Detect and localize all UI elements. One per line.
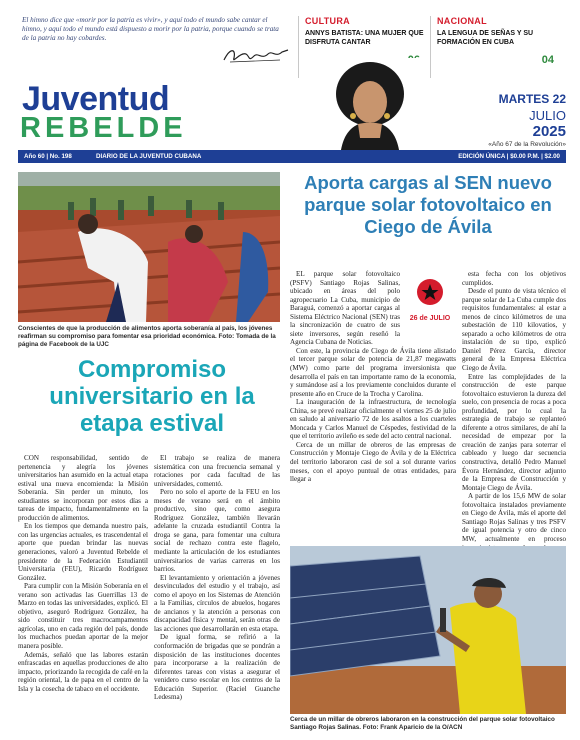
date-weekday: MARTES 22 bbox=[498, 92, 566, 106]
singer-portrait bbox=[318, 58, 420, 158]
farm-photo-caption: Conscientes de que la producción de alimentos aporta soberanía al país, los jóvenes reafirman su compromiso para fomentar esa prioridad económica. Foto: Tomada de la página de Facebook de la UJC bbox=[18, 325, 276, 348]
solar-park-photo[interactable] bbox=[290, 546, 566, 714]
paragraph: Para cumplir con la Misión Soberanía en el verano son activadas las Guerrillas 13 de Marzo en todas las universidades, explicó. El objetivo, aseguró Rodríguez González, ha sido constituir tres macrocampamentos agrícolas, uno en cada región del país, donde los muchachos puedan aportar de la mejor manera posible. bbox=[18, 582, 148, 651]
teaser-section: CULTURA bbox=[305, 16, 350, 26]
issue-number: Año 60 | No. 198 bbox=[24, 153, 72, 160]
paragraph: El levantamiento y orientación a jóvenes desvinculados del estudio y el trabajo, así como el apoyo en los Sistemas de Atención a la Familias, círculos de abuelos, hogares de ancianos y la atención a personas con discapacidad física y mental, serán otras de las acciones que desarrollarán en esta etapa. bbox=[154, 573, 280, 633]
paragraph: Pero no solo el aporte de la FEU en los meses de verano será en el ámbito productivo, sino que, como asegura Rodríguez González, también llevarán adelante la cruzada estudiantil Contra la droga se gana, para fomentar una cultura social de rechazo contra este flagelo, mediante la articulación de los estudiantes universitarios de varias carreras en los barrios. bbox=[154, 488, 280, 574]
paragraph: Desde el punto de vista técnico el parque solar de La Cuba cumple dos requisitos fundamentales: al estar a menos de cinco kilómetros de una subestación de 110 kilovatios, y separado a ocho kilómetros de otra instalación de su tipo, explicó Daniel Pérez García, director general de la Empresa Eléctrica Ciego de Ávila. bbox=[462, 287, 566, 373]
farm-photo[interactable] bbox=[18, 172, 280, 322]
article1-column-1 bbox=[18, 454, 148, 693]
tagline: DIARIO DE LA JUVENTUD CUBANA bbox=[96, 153, 202, 160]
date-box bbox=[474, 92, 566, 148]
teaser-nacional[interactable] bbox=[430, 16, 558, 78]
teaser-title: LA LENGUA DE SEÑAS Y SU FORMACIÓN EN CUBA bbox=[437, 30, 534, 46]
edition-info: EDICIÓN ÚNICA | $0.00 P.M. | $2.00 bbox=[458, 153, 560, 160]
revolution-year: «Año 67 de la Revolución» bbox=[488, 141, 566, 148]
date-year: 2025 bbox=[532, 123, 566, 140]
teaser-page: 04 bbox=[541, 54, 554, 66]
paragraph: A partir de los 15,6 MW de solar fotovoltaica instalados previamente en Ciego de Ávila, más el aporte del Santiago Rojas Salinas y tres PSFV de igual potencia y otro de cinco MW, actualmente en proceso bbox=[462, 492, 566, 543]
paragraph: Con este, la provincia de Ciego de Ávila tiene alistado el tercer parque solar de potencia de 21,87 megawatts (MW) como parte del programa inversionista que desarrolla el país en tan importante ramo de la economía, y sumándose así a los previamente concluidos durante el presente año en Cruce de la Trocha y Carolina. bbox=[290, 346, 456, 398]
paragraph: CON responsabilidad, sentido de pertenencia y alegría los jóvenes universitarios han asumido en la actual etapa estival una nueva encomienda: la Misión Soberanía. Sin perder un minuto, los estudiantes se incorporan por estos días a tareas de impacto, fundamentalmente en la producción de alimentos. bbox=[18, 454, 148, 522]
paragraph: El trabajo se realiza de manera sistemática con una frecuencia semanal y rotaciones por cada facultad de las universidades, comentó. bbox=[154, 454, 280, 488]
leader-quote: El himno dice que «morir por la patria es vivir», y aquí todo el mundo sabe cantar el himno, y aquí todo el mundo está dispuesto a morir por la patria, porque cuando se trata de la patria no hay cobardes. bbox=[22, 16, 279, 42]
info-bar bbox=[18, 150, 566, 163]
paragraph: EL parque solar fotovoltaico (PSFV) Santiago Rojas Salinas, ubicado en áreas del polo agropecuario La Cuba, municipio de Baraguá, comenzó a aportar cargas al Sistema Eléctrico Nacional (SEN) tras la sincronización de cuatro de sus siete inversores, según reseñó la Agencia Cubana de Noticias. bbox=[290, 270, 400, 347]
paragraph: esta fecha con los objetivos cumplidos. bbox=[462, 270, 566, 287]
top-strip bbox=[0, 0, 580, 80]
article1-column-2 bbox=[154, 454, 280, 702]
solar-park-caption: Cerca de un millar de obreros laboraron en la construcción del parque solar fotovoltaico Santiago Rojas Salinas. Foto: Frank Aparicio de la O/ACN bbox=[290, 716, 555, 731]
article2-column-1 bbox=[290, 270, 456, 484]
paragraph: La inauguración de la infraestructura, de tecnología China, se prevé realizar oficialmente el viernes 25 de julio en saludo al aniversario 72 de los asaltos a los cuarteles Moncada y Carlos Manuel de Céspedes, festividad de la que el territorio avileño es sede del acto central nacional. bbox=[290, 398, 456, 441]
paragraph: Además, señaló que las labores estarán enfrascadas en aquellas producciones de alto impacto, priorizando la recogida de café en la región oriental, la de papa en el centro de la Isla y la cosecha de tabaco en el occidente. bbox=[18, 650, 148, 693]
article2-column-2 bbox=[462, 270, 566, 569]
paragraph: Cerca de un millar de obreros de las empresas de Construcción y Montaje Ciego de Ávila y de la Eléctrica del territorio laboraron casi de sol a sol durante varios meses, con el apoyo puntual de otras entidades, para llegar a bbox=[290, 440, 456, 484]
signature-icon bbox=[220, 42, 292, 68]
paragraph: Entre las complejidades de la construcción de este parque fotovoltaico estuvieron la dureza del suelo, con presencia de rocas a poca profundidad, por lo cual la estrategia de trabajo se replanteó diferente a otros similares, de ahí la necesidad de empezar por la creación de zanjas para soterrar el cableado y luego dar secuencia constructiva, detalló Pedro Manuel Évora Hernández, director adjunto de la Empresa de Construcción y Montaje Ciego de Ávila. bbox=[462, 372, 566, 492]
logo-rebelde: REBELDE bbox=[20, 112, 187, 144]
date-month: JULIO bbox=[529, 108, 566, 123]
headline-parque-solar[interactable]: Aporta cargas al SEN nuevo parque solar fotovoltaico en Ciego de Ávila bbox=[304, 172, 552, 237]
headline-compromiso[interactable]: Compromiso universitario en la etapa estival bbox=[49, 356, 255, 437]
teaser-title: ANNYS BATISTA: UNA MUJER QUE DISFRUTA CANTAR bbox=[305, 30, 424, 46]
teaser-section: NACIONAL bbox=[437, 16, 487, 26]
paragraph: En los tiempos que demanda nuestro país, con las urgencias actuales, es trascendental el aporte que puedan brindar las nuevas generaciones, valoró a Juventud Rebelde el presidente de la Federación Estudiantil Universitaria (FEU), Ricardo Rodríguez González. bbox=[18, 522, 148, 582]
paragraph: De igual forma, se refirió a la conformación de brigadas que se pondrán a disposición de las instituciones docentes para incorporarse a la realización de diferentes tareas con vistas a asegurar el venidero curso escolar en los centros de la Educación Superior. (Raciel Guanche Ledesma) bbox=[154, 633, 280, 702]
logo-juventud: Juventud bbox=[22, 80, 170, 118]
26-julio-label: 26 de JULIO bbox=[409, 315, 451, 322]
